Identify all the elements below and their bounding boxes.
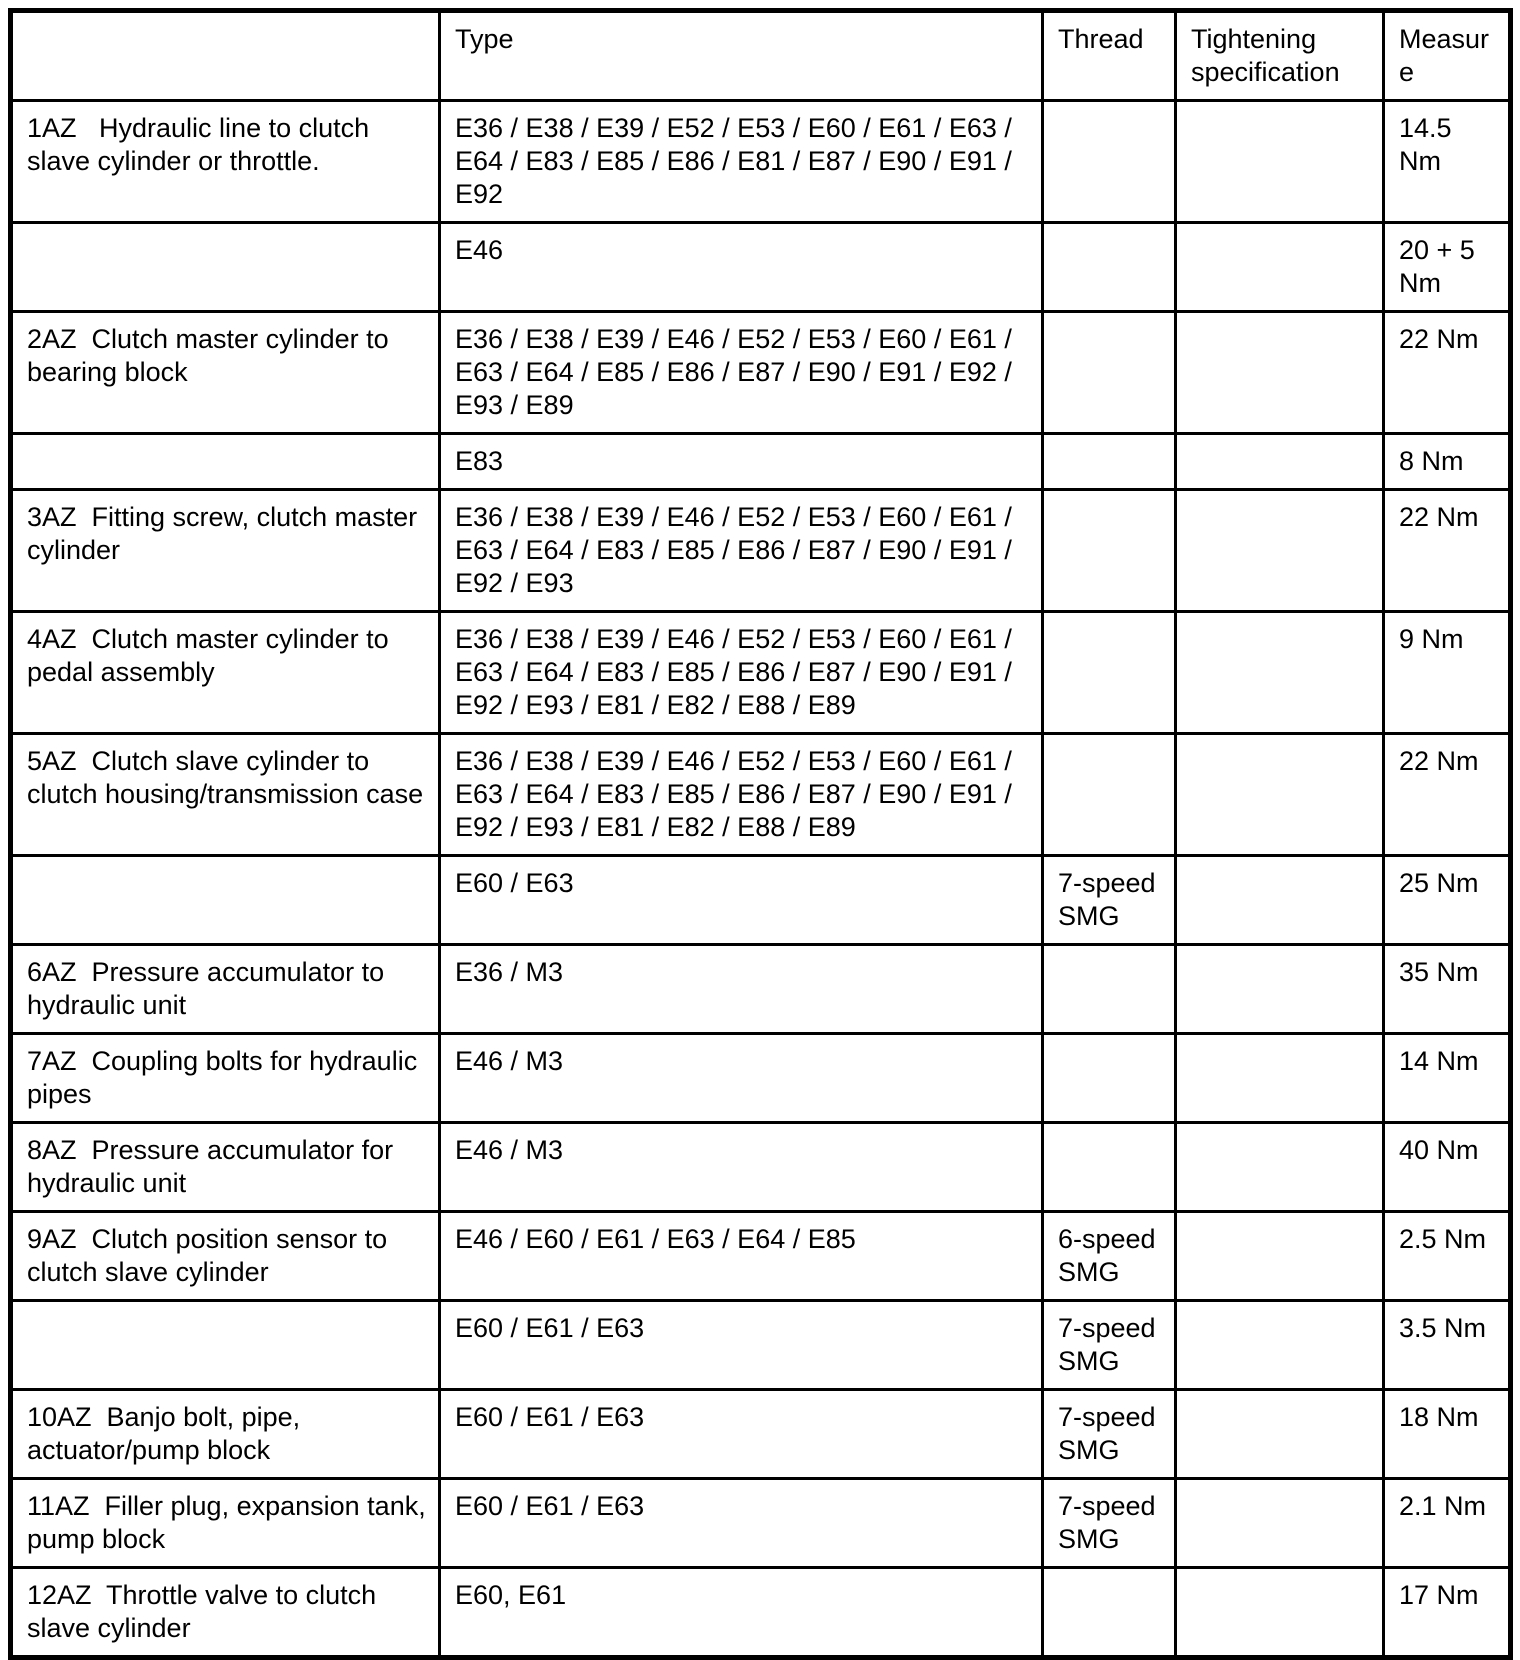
cell-type: E60 / E61 / E63 [440, 1301, 1043, 1390]
cell-tightening-spec [1176, 734, 1384, 856]
table-row-6az [11, 945, 1511, 1034]
table-row-9az-e60-e61-e63 [11, 1301, 1511, 1390]
cell-tightening-spec [1176, 1479, 1384, 1568]
table-row-3az [11, 490, 1511, 612]
cell-measure: 3.5 Nm [1384, 1301, 1511, 1390]
cell-thread: 7-speed SMG [1043, 856, 1176, 945]
cell-thread [1043, 101, 1176, 223]
cell-type: E83 [440, 434, 1043, 490]
cell-measure: 40 Nm [1384, 1123, 1511, 1212]
cell-measure: 22 Nm [1384, 312, 1511, 434]
table-header [11, 11, 1511, 101]
cell-thread [1043, 1568, 1176, 1658]
cell-tightening-spec [1176, 1568, 1384, 1658]
cell-measure: 14.5 Nm [1384, 101, 1511, 223]
cell-type: E60, E61 [440, 1568, 1043, 1658]
table-row-4az [11, 612, 1511, 734]
cell-type: E60 / E63 [440, 856, 1043, 945]
cell-thread: 7-speed SMG [1043, 1301, 1176, 1390]
cell-thread [1043, 612, 1176, 734]
cell-item [11, 434, 440, 490]
cell-item: 6AZ Pressure accumulator to hydraulic unit [11, 945, 440, 1034]
table-row-5az-e60-e63 [11, 856, 1511, 945]
cell-item: 2AZ Clutch master cylinder to bearing block [11, 312, 440, 434]
cell-measure: 9 Nm [1384, 612, 1511, 734]
cell-tightening-spec [1176, 1123, 1384, 1212]
cell-thread [1043, 490, 1176, 612]
cell-thread [1043, 945, 1176, 1034]
col-header-item [11, 11, 440, 101]
header-row [11, 11, 1511, 101]
cell-item: 12AZ Throttle valve to clutch slave cylinder [11, 1568, 440, 1658]
cell-thread [1043, 1123, 1176, 1212]
cell-measure: 22 Nm [1384, 734, 1511, 856]
cell-type: E46 / M3 [440, 1123, 1043, 1212]
col-header-measure: Measure [1384, 11, 1511, 101]
cell-item [11, 856, 440, 945]
cell-type: E36 / E38 / E39 / E46 / E52 / E53 / E60 / E61 / E63 / E64 / E85 / E86 / E87 / E90 / E91 / E92 / E93 / E89 [440, 312, 1043, 434]
cell-item: 5AZ Clutch slave cylinder to clutch housing/transmission case [11, 734, 440, 856]
cell-item: 9AZ Clutch position sensor to clutch slave cylinder [11, 1212, 440, 1301]
table-row-10az [11, 1390, 1511, 1479]
table-body [11, 101, 1511, 1658]
cell-measure: 14 Nm [1384, 1034, 1511, 1123]
table-row-12az [11, 1568, 1511, 1658]
cell-tightening-spec [1176, 101, 1384, 223]
table-row-2az [11, 312, 1511, 434]
cell-tightening-spec [1176, 223, 1384, 312]
cell-type: E60 / E61 / E63 [440, 1390, 1043, 1479]
cell-thread [1043, 434, 1176, 490]
cell-tightening-spec [1176, 312, 1384, 434]
cell-measure: 20 + 5 Nm [1384, 223, 1511, 312]
table-row-11az [11, 1479, 1511, 1568]
cell-item: 11AZ Filler plug, expansion tank, pump block [11, 1479, 440, 1568]
table-row-5az [11, 734, 1511, 856]
cell-measure: 35 Nm [1384, 945, 1511, 1034]
col-header-thread: Thread [1043, 11, 1176, 101]
cell-measure: 18 Nm [1384, 1390, 1511, 1479]
table-row-9az [11, 1212, 1511, 1301]
cell-measure: 25 Nm [1384, 856, 1511, 945]
cell-tightening-spec [1176, 945, 1384, 1034]
cell-thread: 7-speed SMG [1043, 1390, 1176, 1479]
cell-tightening-spec [1176, 612, 1384, 734]
cell-thread [1043, 223, 1176, 312]
cell-tightening-spec [1176, 1301, 1384, 1390]
table-row-1az [11, 101, 1511, 223]
cell-measure: 2.5 Nm [1384, 1212, 1511, 1301]
cell-measure: 22 Nm [1384, 490, 1511, 612]
table-row-2az-e83 [11, 434, 1511, 490]
cell-type: E60 / E61 / E63 [440, 1479, 1043, 1568]
cell-thread [1043, 312, 1176, 434]
torque-spec-table [8, 8, 1513, 1660]
cell-type: E46 [440, 223, 1043, 312]
cell-type: E36 / E38 / E39 / E46 / E52 / E53 / E60 / E61 / E63 / E64 / E83 / E85 / E86 / E87 / E90 / E91 / E92 / E93 / E81 / E82 / E88 / E89 [440, 612, 1043, 734]
cell-tightening-spec [1176, 1390, 1384, 1479]
cell-thread [1043, 1034, 1176, 1123]
cell-type: E46 / M3 [440, 1034, 1043, 1123]
cell-item: 4AZ Clutch master cylinder to pedal assembly [11, 612, 440, 734]
cell-type: E36 / E38 / E39 / E46 / E52 / E53 / E60 / E61 / E63 / E64 / E83 / E85 / E86 / E87 / E90 / E91 / E92 / E93 [440, 490, 1043, 612]
cell-measure: 8 Nm [1384, 434, 1511, 490]
cell-type: E36 / M3 [440, 945, 1043, 1034]
cell-thread: 7-speed SMG [1043, 1479, 1176, 1568]
cell-tightening-spec [1176, 434, 1384, 490]
cell-type: E36 / E38 / E39 / E46 / E52 / E53 / E60 / E61 / E63 / E64 / E83 / E85 / E86 / E87 / E90 / E91 / E92 / E93 / E81 / E82 / E88 / E89 [440, 734, 1043, 856]
cell-item [11, 223, 440, 312]
cell-thread: 6-speed SMG [1043, 1212, 1176, 1301]
table-row-1az-e46 [11, 223, 1511, 312]
cell-tightening-spec [1176, 1034, 1384, 1123]
cell-measure: 17 Nm [1384, 1568, 1511, 1658]
cell-type: E46 / E60 / E61 / E63 / E64 / E85 [440, 1212, 1043, 1301]
cell-tightening-spec [1176, 490, 1384, 612]
cell-item: 1AZ Hydraulic line to clutch slave cylinder or throttle. [11, 101, 440, 223]
cell-tightening-spec [1176, 856, 1384, 945]
cell-item: 3AZ Fitting screw, clutch master cylinder [11, 490, 440, 612]
cell-tightening-spec [1176, 1212, 1384, 1301]
cell-type: E36 / E38 / E39 / E52 / E53 / E60 / E61 / E63 / E64 / E83 / E85 / E86 / E81 / E87 / E90 / E91 / E92 [440, 101, 1043, 223]
table-row-7az [11, 1034, 1511, 1123]
cell-measure: 2.1 Nm [1384, 1479, 1511, 1568]
cell-item: 10AZ Banjo bolt, pipe, actuator/pump block [11, 1390, 440, 1479]
col-header-tightening-spec: Tightening specification [1176, 11, 1384, 101]
cell-item [11, 1301, 440, 1390]
cell-item: 7AZ Coupling bolts for hydraulic pipes [11, 1034, 440, 1123]
cell-item: 8AZ Pressure accumulator for hydraulic unit [11, 1123, 440, 1212]
table-row-8az [11, 1123, 1511, 1212]
cell-thread [1043, 734, 1176, 856]
col-header-type: Type [440, 11, 1043, 101]
